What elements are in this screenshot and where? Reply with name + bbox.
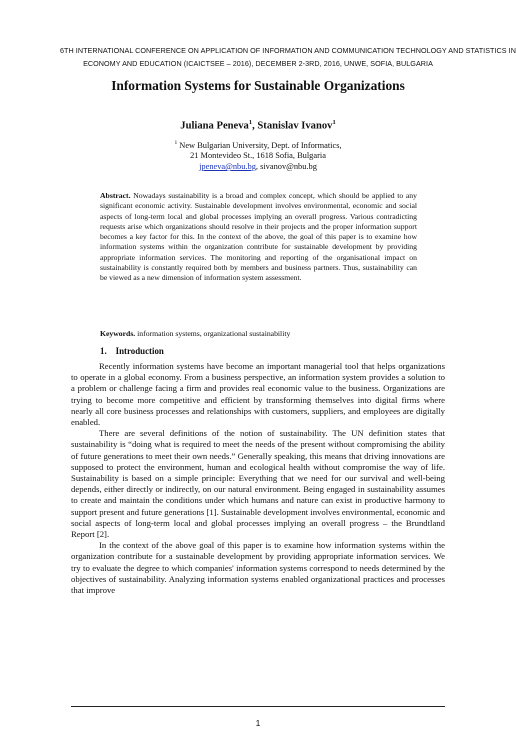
- section-title: Introduction: [115, 346, 164, 356]
- affiliation-mark: 1: [332, 119, 336, 126]
- affiliation-emails: [60, 162, 456, 173]
- author-separator: ,: [252, 120, 258, 132]
- affiliation-institution: New Bulgarian University, Dept. of Informatics,: [177, 140, 342, 150]
- keywords-text: information systems, organizational sustainability: [135, 329, 291, 338]
- keywords-label: Keywords.: [100, 329, 136, 338]
- author-name: Stanislav Ivanov: [257, 120, 333, 132]
- conference-header-line-2: ECONOMY AND EDUCATION (ICAICTSEE – 2016), DECEMBER 2-3RD, 2016, UNWE, SOFIA, BULGARIA: [83, 59, 433, 68]
- conference-header-line-1: 6TH INTERNATIONAL CONFERENCE ON APPLICATION OF INFORMATION AND COMMUNICATION TECHNOLOGY AND STATISTICS IN: [60, 46, 516, 55]
- keywords: [100, 329, 417, 339]
- abstract-text: Nowadays sustainability is a broad and complex concept, which should be applied to any significant economic activity. Sustainable development involves environmental, economic and social aspects of long-term local and global processes implying an overall progress. Various contradicting requests arise which organizations should resolve in their projects and the proper information support becomes a key factor for this. In the context of the above, the goal of this paper is to examine how information systems within the organization contribute for sustainable development by providing appropriate information services. The monitoring and reporting of the organisational impact on sustainability is constantly required both by members and business partners. Thus, sustainability can be viewed as a new dimension of information system assessment.: [100, 191, 417, 282]
- paper-title: Information Systems for Sustainable Organizations: [111, 78, 405, 93]
- email-text: , sivanov@nbu.bg: [255, 161, 317, 171]
- footer-rule: [71, 706, 445, 707]
- affiliation-address: 21 Montevideo St., 1618 Sofia, Bulgaria: [190, 151, 326, 161]
- body-paragraph: There are several definitions of the notion of sustainability. The UN definition states that sustainability is “doing what is required to meet the needs of the present without compromising the ability of future generations to meet their own needs.” Generally speaking, this means that driving innovations are supposed to protect the environment, human and ecological health without compromise the way of life. Sustainability is based on a simple principle: Everything that we need for our survival and well-being depends, either directly or indirectly, on our natural environment. Being engaged in sustainability assumes to create and maintain the conditions under which humans and nature can exist in productive harmony to support present and future generations [1]. Sustainable development involves environmental, economic and social aspects of long-term local and global processes implying an overall progress – the Brundtland Report [2].: [71, 428, 445, 540]
- abstract: [100, 191, 417, 283]
- affiliation-line: [60, 138, 456, 151]
- page-number: 1: [255, 718, 261, 728]
- author-list: [40, 119, 476, 132]
- affiliation-block: [60, 138, 456, 173]
- section-number: 1.: [100, 346, 107, 356]
- abstract-label: Abstract.: [100, 191, 131, 200]
- section-heading: [100, 346, 164, 356]
- body-paragraph: Recently information systems have become an important managerial tool that helps organizations to operate in a global economy. From a business perspective, an information system provides a solution to a problem or challenge facing a firm and provides real economic value to the business. Organizations are trying to become more competitive and efficient by transforming themselves into digital firms where nearly all core business processes and relationships with customers, suppliers, and employees are digitally enabled.: [71, 361, 445, 428]
- author-name: Juliana Peneva: [180, 120, 249, 132]
- email-link[interactable]: jpeneva@nbu.bg: [199, 161, 256, 171]
- body-text: [71, 361, 445, 596]
- body-paragraph: In the context of the above goal of this paper is to examine how information systems within the organization contribute for a sustainable development by providing appropriate information services. We try to evaluate the degree to which companies' information systems correspond to needs determined by the objectives of sustainability. Analyzing information systems enabled organizational practices and processes that improve: [71, 540, 445, 596]
- affiliation-mark: 1: [248, 119, 253, 126]
- affiliation-mark: 1: [174, 140, 178, 146]
- conference-header: [60, 44, 516, 70]
